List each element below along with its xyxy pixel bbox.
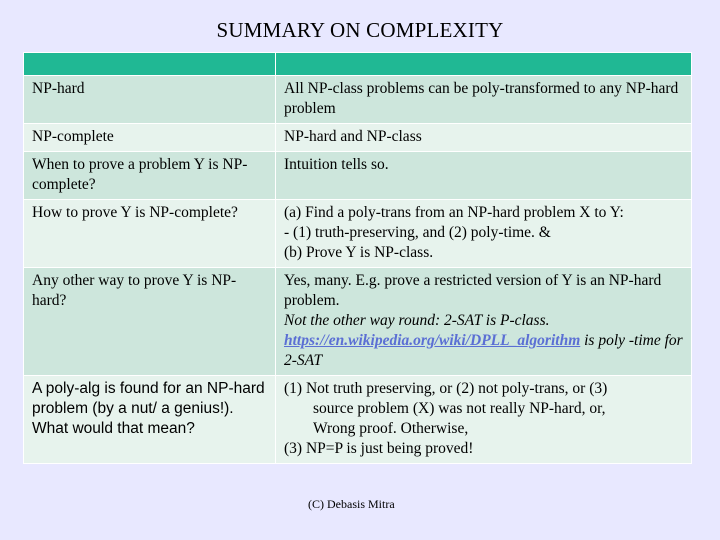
answer-cell: Intuition tells so. (276, 152, 692, 200)
page-title: SUMMARY ON COMPLEXITY (216, 18, 504, 42)
answer-cell: All NP-class problems can be poly-transformed to any NP-hard problem (276, 76, 692, 124)
summary-table (23, 52, 692, 464)
question-cell: NP-complete (24, 124, 276, 152)
answer-cell (276, 268, 692, 376)
table-header-row (24, 53, 692, 76)
answer-line: (b) Prove Y is NP-class. (284, 244, 434, 261)
answer-line: (3) NP=P is just being proved! (284, 440, 474, 457)
answer-cell: NP-hard and NP-class (276, 124, 692, 152)
question-cell: Any other way to prove Y is NP-hard? (24, 268, 276, 376)
dpll-link[interactable]: https://en.wikipedia.org/wiki/DPLL_algorithm (284, 332, 581, 349)
answer-line: Wrong proof. Otherwise, (313, 420, 469, 437)
answer-line: source problem (X) was not really NP-hard, or, (313, 400, 606, 417)
question-cell: When to prove a problem Y is NP-complete? (24, 152, 276, 200)
answer-cell (276, 376, 692, 464)
table-row (24, 124, 692, 152)
copyright-footer: (C) Debasis Mitra (308, 497, 395, 511)
table-row (24, 76, 692, 124)
answer-note-tail: is poly -time for 2-SAT (284, 332, 683, 369)
answer-line: (1) Not truth preserving, or (2) not poly-trans, or (3) (284, 380, 608, 397)
answer-line: - (1) truth-preserving, and (2) poly-time. & (284, 224, 551, 241)
table-row (24, 376, 692, 464)
answer-note: Not the other way round: 2-SAT is P-class. (284, 312, 550, 329)
answer-cell (276, 200, 692, 268)
table-row (24, 268, 692, 376)
answer-line: (a) Find a poly-trans from an NP-hard problem X to Y: (284, 204, 624, 221)
header-cell-1 (24, 53, 276, 76)
table-row (24, 152, 692, 200)
answer-text: Yes, many. E.g. prove a restricted version of Y is an NP-hard problem. (284, 272, 662, 309)
question-cell: A poly-alg is found for an NP-hard problem (by a nut/ a genius!). What would that mean? (24, 376, 276, 464)
question-cell: NP-hard (24, 76, 276, 124)
table-row (24, 200, 692, 268)
question-cell: How to prove Y is NP-complete? (24, 200, 276, 268)
header-cell-2 (276, 53, 692, 76)
